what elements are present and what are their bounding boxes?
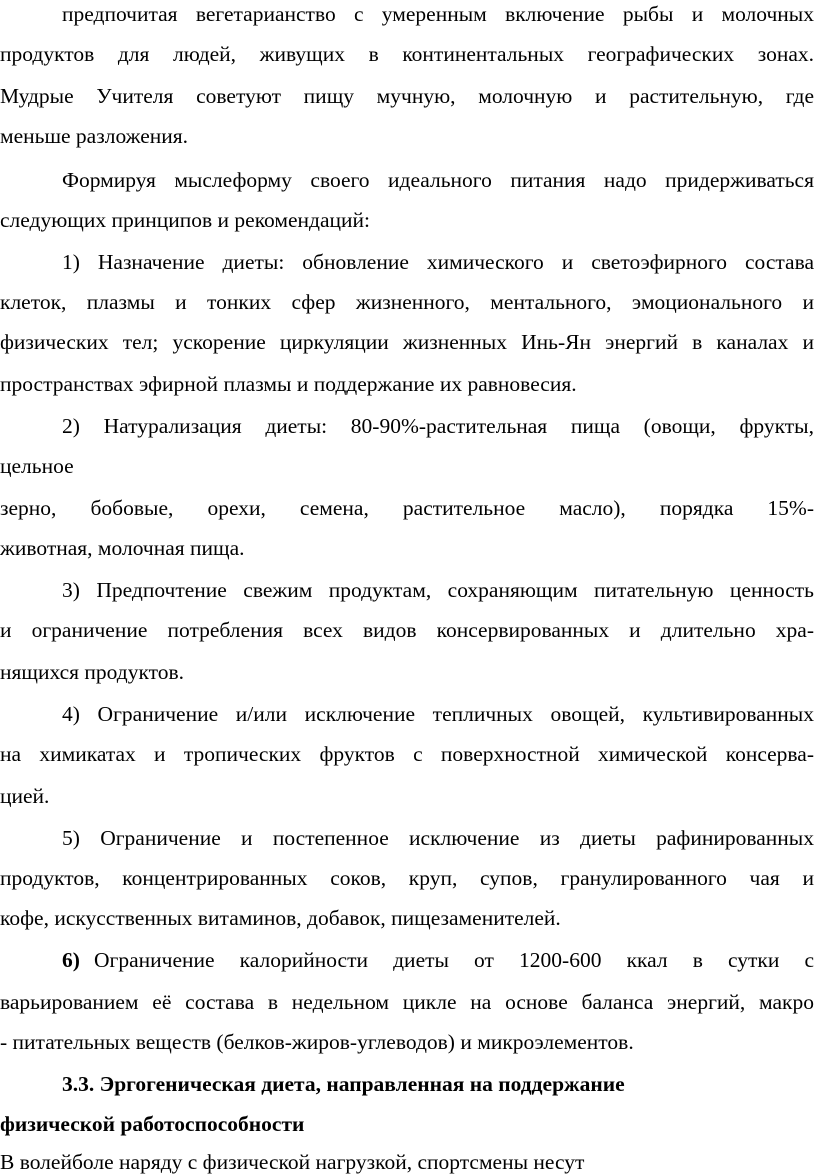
text-line: цельное — [0, 454, 74, 478]
list-item-5: 5) Ограничение и постепенное исключение из диеты рафинированных — [62, 826, 814, 850]
text-line: В волейболе наряду с физической нагрузкой, спортсмены несут — [0, 1150, 585, 1174]
list-item-1: 1) Назначение диеты: обновление химического и светоэфирного состава — [62, 250, 814, 274]
text-line: меньше разложения. — [0, 124, 189, 148]
text-line: предпочитая вегетарианство с умеренным включение рыбы и молочных — [62, 2, 814, 26]
text-line: физических тел; ускорение циркуляции жизненных Инь-Ян энергий в каналах и — [0, 330, 814, 354]
text-line: на химикатах и тропических фруктов с поверхностной химической консерва- — [0, 742, 814, 766]
text-line: пространствах эфирной плазмы и поддержание их равновесия. — [0, 372, 577, 396]
section-heading: 3.3. Эргогеническая диета, направленная на поддержание — [62, 1072, 625, 1096]
text-line: цией. — [0, 784, 50, 808]
text-line: кофе, искусственных витаминов, добавок, пищезаменителей. — [0, 906, 561, 930]
text-line: - питательных веществ (белков-жиров-углеводов) и микроэлементов. — [0, 1030, 634, 1054]
text-line: Мудрые Учителя советуют пищу мучную, молочную и растительную, где — [0, 84, 814, 108]
text-line: продуктов, концентрированных соков, круп, супов, гранулированного чая и — [0, 866, 814, 890]
list-item-6: Ограничение калорийности диеты от 1200-600 ккал в сутки с — [94, 948, 814, 972]
text-line: клеток, плазмы и тонких сфер жизненного, ментального, эмоционального и — [0, 290, 814, 314]
list-item-4: 4) Ограничение и/или исключение тепличных овощей, культивированных — [62, 702, 814, 726]
text-line: нящихся продуктов. — [0, 660, 185, 684]
text-line: следующих принципов и рекомендаций: — [0, 208, 371, 232]
list-item-3: 3) Предпочтение свежим продуктам, сохраняющим питательную ценность — [62, 578, 814, 602]
list-item-2: 2) Натурализация диеты: 80-90%-растительная пища (овощи, фрукты, — [62, 414, 814, 438]
text-line: продуктов для людей, живущих в континентальных географических зонах. — [0, 42, 814, 66]
text-line: варьированием её состава в недельном цикле на основе баланса энергий, макро — [0, 990, 814, 1014]
text-line: зерно, бобовые, орехи, семена, растительное масло), порядка 15%- — [0, 496, 814, 520]
text-line: и ограничение потребления всех видов консервированных и длительно хра- — [0, 618, 814, 642]
text-line: Формируя мыслеформу своего идеального питания надо придерживаться — [62, 168, 814, 192]
section-heading-cont: физической работоспособности — [0, 1112, 305, 1136]
text-line: животная, молочная пища. — [0, 536, 245, 560]
list-number-6: 6) — [62, 948, 80, 972]
